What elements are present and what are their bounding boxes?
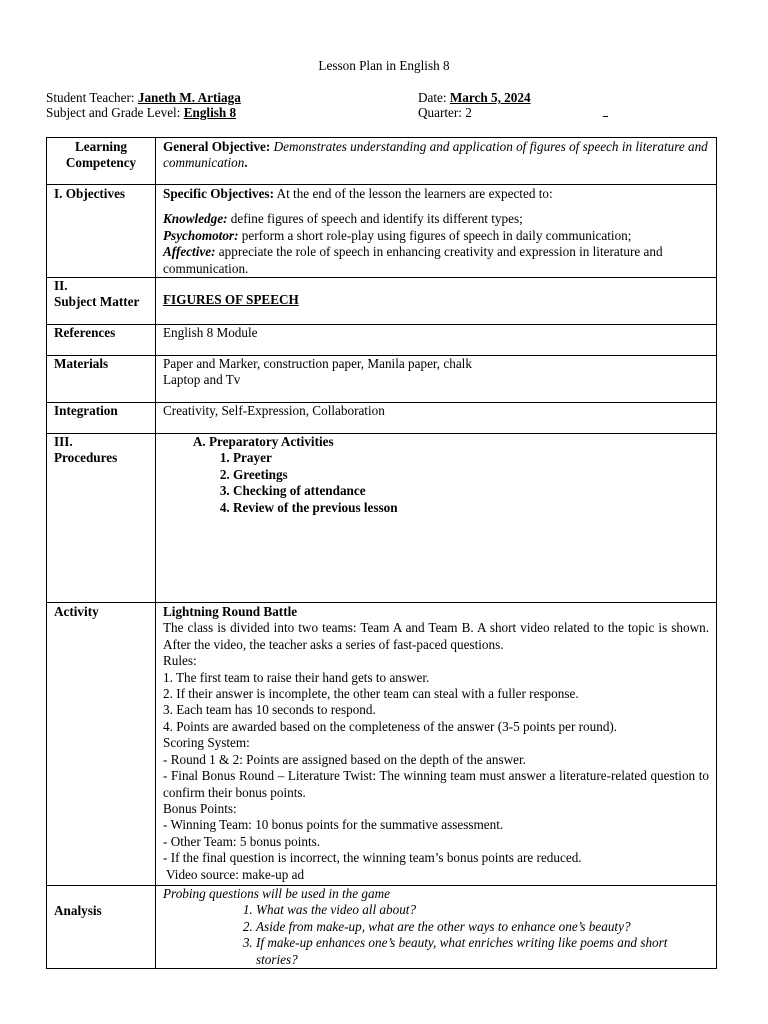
integration-row	[47, 403, 717, 434]
activity-row	[47, 603, 717, 886]
subject-matter-number: II.	[54, 278, 68, 294]
list-item: 2. Aside from make-up, what are the other ways to enhance one’s beauty?	[256, 919, 709, 935]
lesson-plan-table	[46, 137, 717, 969]
rule-item: 3. Each team has 10 seconds to respond.	[163, 702, 376, 718]
specific-objectives-intro: At the end of the lesson the learners are expected to:	[276, 186, 553, 201]
subject-matter-row	[47, 278, 717, 325]
procedures-cell	[156, 434, 717, 603]
bonus-label: Bonus Points:	[163, 800, 237, 816]
bonus-item: - Winning Team: 10 bonus points for the summative assessment.	[163, 817, 504, 833]
procedures-section-title: Preparatory Activities	[209, 434, 334, 450]
list-item: 3. If make-up enhances one’s beauty, what enriches writing like poems and short stories?	[256, 935, 709, 968]
materials-row	[47, 356, 717, 403]
subject-label: Subject and Grade Level:	[46, 105, 181, 120]
activity-label: Activity	[47, 603, 156, 886]
scoring-label: Scoring System:	[163, 735, 250, 751]
competency-row	[47, 138, 717, 185]
procedures-label-cell	[47, 434, 156, 603]
activity-title: Lightning Round Battle	[163, 604, 298, 620]
materials-label: Materials	[47, 356, 156, 403]
objectives-label: I. Objectives	[47, 185, 156, 278]
subject-matter-value: FIGURES OF SPEECH	[163, 292, 299, 308]
activity-cell	[156, 603, 717, 886]
knowledge-text: define figures of speech and identify its different types;	[230, 211, 523, 227]
subject-matter-cell	[156, 278, 717, 325]
competency-cell	[156, 138, 717, 185]
probing-intro: Probing questions will be used in the game	[163, 886, 390, 902]
affective-line	[163, 244, 709, 277]
list-item: 2. Greetings	[233, 467, 709, 483]
quarter-label: Quarter:	[418, 105, 462, 120]
psychomotor-line	[163, 228, 709, 244]
subject-matter-label-cell	[47, 278, 156, 325]
list-item: 3. Checking of attendance	[233, 483, 709, 499]
knowledge-line	[163, 211, 709, 227]
quarter-value: 2	[465, 105, 472, 120]
procedures-section-list	[163, 434, 709, 450]
general-objective-heading: General Objective:	[163, 139, 271, 154]
subject-line	[46, 105, 236, 121]
bonus-item: - Other Team: 5 bonus points.	[163, 833, 321, 849]
rule-item: 2. If their answer is incomplete, the other team can steal with a fuller response.	[163, 686, 579, 702]
materials-cell	[156, 356, 717, 403]
analysis-cell	[156, 886, 717, 969]
probing-questions-list	[163, 902, 709, 968]
date-label: Date:	[418, 90, 447, 105]
analysis-row	[47, 886, 717, 969]
scoring-item: - Round 1 & 2: Points are assigned based on the depth of the answer.	[163, 751, 526, 767]
quarter-line	[418, 105, 472, 121]
list-item: 4. Review of the previous lesson	[233, 500, 709, 516]
psychomotor-text: perform a short role-play using figures of speech in daily communication;	[241, 227, 632, 243]
references-row	[47, 325, 717, 356]
student-teacher-label: Student Teacher:	[46, 90, 135, 105]
references-value: English 8 Module	[156, 325, 717, 356]
rules-label: Rules:	[163, 653, 197, 669]
general-objective-text: Demonstrates understanding and application of figures of speech in literature and communication	[163, 139, 708, 171]
rule-item: 1. The first team to raise their hand gets to answer.	[163, 669, 430, 685]
competency-label: Learning Competency	[47, 138, 156, 185]
date-line	[418, 90, 531, 106]
specific-objectives-heading: Specific Objectives:	[163, 186, 274, 201]
materials-line-2: Laptop and Tv	[163, 372, 241, 388]
integration-value: Creativity, Self-Expression, Collaboration	[156, 403, 717, 434]
objectives-cell	[156, 185, 717, 278]
video-source: Video source: make-up ad	[163, 866, 305, 882]
subject-value: English 8	[183, 105, 237, 120]
preparatory-activities-list	[163, 450, 709, 516]
subject-matter-label: Subject Matter	[54, 294, 140, 310]
rule-item: 4. Points are awarded based on the completeness of the answer (3-5 points per round).	[163, 718, 618, 734]
student-teacher-name: Janeth M. Artiaga	[137, 90, 241, 105]
list-item: 1. What was the video all about?	[256, 902, 709, 918]
student-teacher-line	[46, 90, 241, 106]
quarter-underline	[603, 116, 608, 117]
procedures-number: III.	[54, 434, 73, 450]
procedures-row	[47, 434, 717, 603]
date-value: March 5, 2024	[449, 90, 531, 105]
procedures-label: Procedures	[54, 450, 118, 466]
references-label: References	[47, 325, 156, 356]
scoring-item: - Final Bonus Round – Literature Twist: The winning team must answer a literature-related question to confirm their bonus points.	[163, 768, 709, 800]
procedures-section	[209, 434, 709, 450]
bonus-item: - If the final question is incorrect, the winning team’s bonus points are reduced.	[163, 850, 582, 866]
general-objective-period: .	[244, 155, 248, 171]
psychomotor-label: Psychomotor:	[163, 227, 239, 243]
affective-label: Affective:	[163, 244, 216, 260]
integration-label: Integration	[47, 403, 156, 434]
objectives-row	[47, 185, 717, 278]
knowledge-label: Knowledge:	[163, 211, 228, 227]
specific-objectives-line	[163, 186, 709, 202]
affective-text: appreciate the role of speech in enhancing creativity and expression in literature and communication.	[163, 244, 663, 276]
materials-line-1: Paper and Marker, construction paper, Manila paper, chalk	[163, 356, 472, 372]
page-title: Lesson Plan in English 8	[318, 58, 450, 73]
analysis-label: Analysis	[47, 886, 156, 969]
activity-intro: The class is divided into two teams: Team A and Team B. A short video related to the topic is shown. After the video, the teacher asks a series of fast-paced questions.	[163, 620, 709, 652]
list-item: 1. Prayer	[233, 450, 709, 466]
